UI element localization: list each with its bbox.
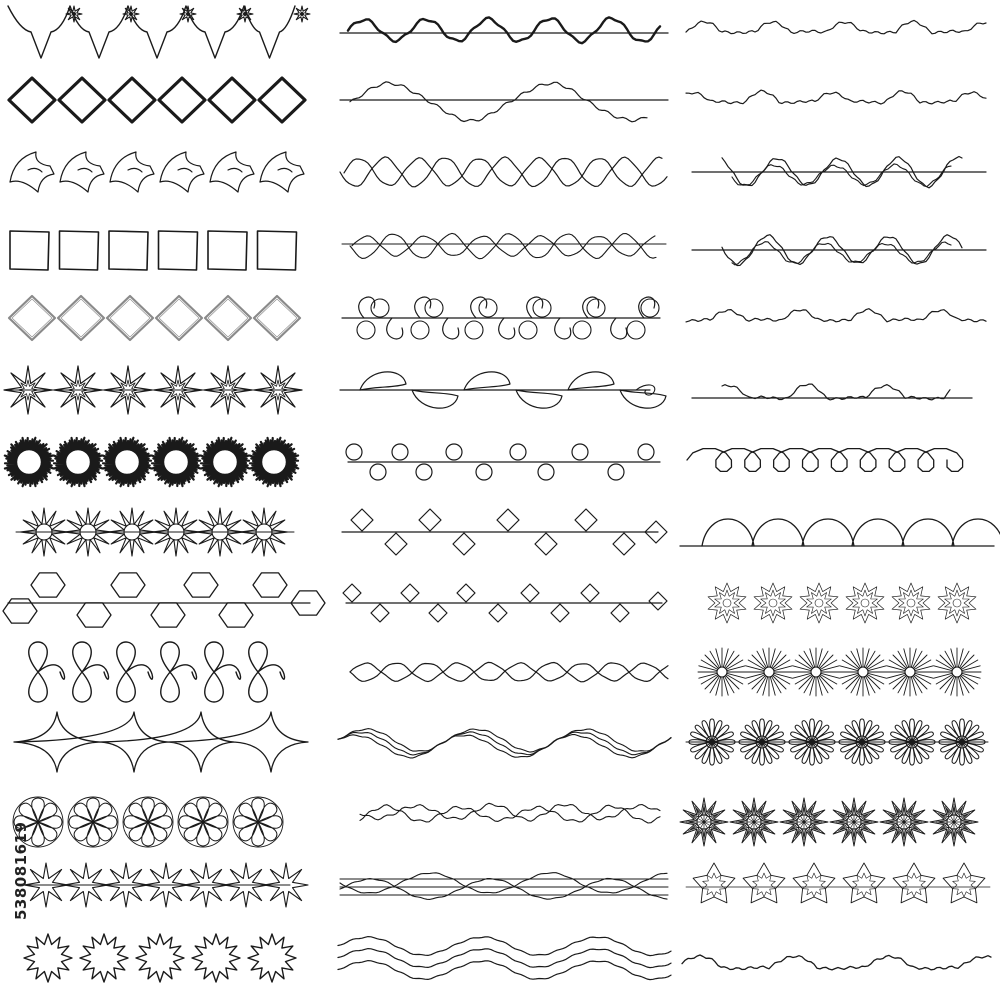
cusp-line-border xyxy=(14,712,308,772)
fish-leaf-border xyxy=(10,152,304,192)
triple-wave-border xyxy=(338,729,671,758)
multi-strand-wave-border xyxy=(340,873,668,900)
bold-wave-border xyxy=(340,17,668,43)
hand-wave-border-3 xyxy=(692,157,986,188)
jagged-star-border xyxy=(24,934,296,982)
mandala-border xyxy=(680,798,978,846)
loop-chain-border xyxy=(29,642,285,702)
diamond-bead-border xyxy=(342,509,667,555)
arch-border xyxy=(680,519,1000,546)
hand-wave-border-4 xyxy=(692,235,986,266)
crossing-wave-border xyxy=(340,82,668,122)
stock-id-text: 538081619 xyxy=(12,821,30,920)
hand-wave-border-5 xyxy=(686,309,986,322)
sunburst-border xyxy=(698,648,981,696)
hand-wave-border-2 xyxy=(686,90,986,104)
small-diamond-bead-border xyxy=(343,584,667,622)
column-left xyxy=(3,6,325,982)
star-scallop-border xyxy=(8,6,310,58)
hand-wave-border-1 xyxy=(686,20,986,33)
dotted-diamond-border xyxy=(9,296,300,340)
eight-point-star-border xyxy=(4,366,302,414)
curl-vine-border xyxy=(342,297,660,339)
column-right xyxy=(680,20,1000,970)
stacked-wave-border xyxy=(338,937,671,980)
double-wave-border xyxy=(342,233,666,258)
column-middle xyxy=(338,17,671,979)
spiky-sun-border xyxy=(16,508,294,556)
rosette-border xyxy=(13,797,283,847)
lace-snowflake-border xyxy=(708,583,976,623)
leaf-vine-border xyxy=(340,372,666,408)
loose-wave-border xyxy=(360,803,660,823)
fuzzy-ring-border xyxy=(5,438,298,486)
braid-wave-border xyxy=(350,662,668,681)
gentle-wave-border xyxy=(682,955,991,970)
interlace-wave-border xyxy=(340,157,667,187)
coil-border xyxy=(687,449,963,472)
fractal-star-border xyxy=(686,863,990,903)
circle-bead-border xyxy=(346,444,660,480)
diamond-chain-border xyxy=(9,78,305,122)
square-frame-border xyxy=(10,231,297,270)
stock-id-watermark xyxy=(10,760,34,920)
hump-line-border xyxy=(692,384,972,400)
hexagon-line-border xyxy=(3,573,325,627)
starburst-chain-border xyxy=(20,863,308,907)
daisy-border xyxy=(686,719,988,765)
